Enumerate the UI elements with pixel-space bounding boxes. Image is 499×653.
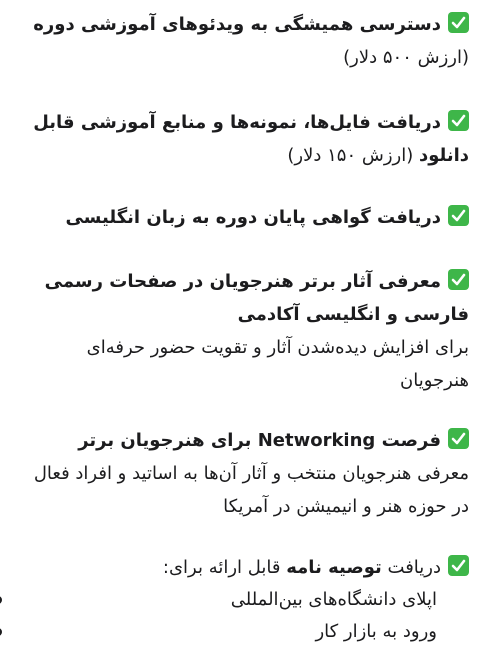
benefit-4-description: برای افزایش دیده‌شدن آثار و تقویت حضور حرفه‌ای هنرجویان: [86, 337, 469, 391]
benefit-6-suffix: قابل ارائه برای:: [162, 557, 287, 578]
list-item: [18, 584, 437, 616]
benefit-6: [18, 551, 469, 584]
benefit-2-title: دریافت فایل‌ها، نمونه‌ها و منابع آموزشی قابل دانلود: [33, 112, 469, 166]
benefit-1-title: دسترسی همیشگی به ویدئوهای آموزشی دوره: [33, 14, 441, 35]
benefit-2: [18, 106, 469, 172]
benefit-4: [18, 265, 469, 397]
benefit-5: [18, 424, 469, 523]
bullet-icon: [0, 628, 2, 636]
benefit-3: [18, 201, 469, 234]
benefit-5-title: فرصت Networking برای هنرجویان برتر: [78, 430, 441, 451]
list-item-text: ورود به بازار کار: [315, 621, 437, 642]
benefit-2-value: (ارزش ۱۵۰ دلار): [287, 145, 419, 166]
benefit-1-value: (ارزش ۵۰۰ دلار): [343, 47, 469, 68]
recommendation-uses-list: [18, 584, 469, 648]
check-mark-icon: [448, 428, 469, 449]
bullet-icon: [0, 596, 2, 604]
benefit-3-title: دریافت گواهی پایان دوره به زبان انگلیسی: [65, 207, 441, 228]
check-mark-icon: [448, 269, 469, 290]
check-mark-icon: [448, 555, 469, 576]
benefit-6-prefix: دریافت: [381, 557, 441, 578]
check-mark-icon: [448, 110, 469, 131]
benefit-6-bold: توصیه نامه: [286, 557, 382, 578]
benefit-5-description: معرفی هنرجویان منتخب و آثار آن‌ها به اساتید و افراد فعال در حوزه هنر و انیمیشن در آمریکا: [33, 463, 469, 517]
benefit-4-title: معرفی آثار برتر هنرجویان در صفحات رسمی فارسی و انگلیسی آکادمی: [44, 271, 469, 325]
benefit-1: [18, 8, 469, 74]
check-mark-icon: [448, 12, 469, 33]
check-mark-icon: [448, 205, 469, 226]
list-item-text: اپلای دانشگاه‌های بین‌المللی: [230, 589, 437, 610]
list-item: [18, 616, 437, 648]
